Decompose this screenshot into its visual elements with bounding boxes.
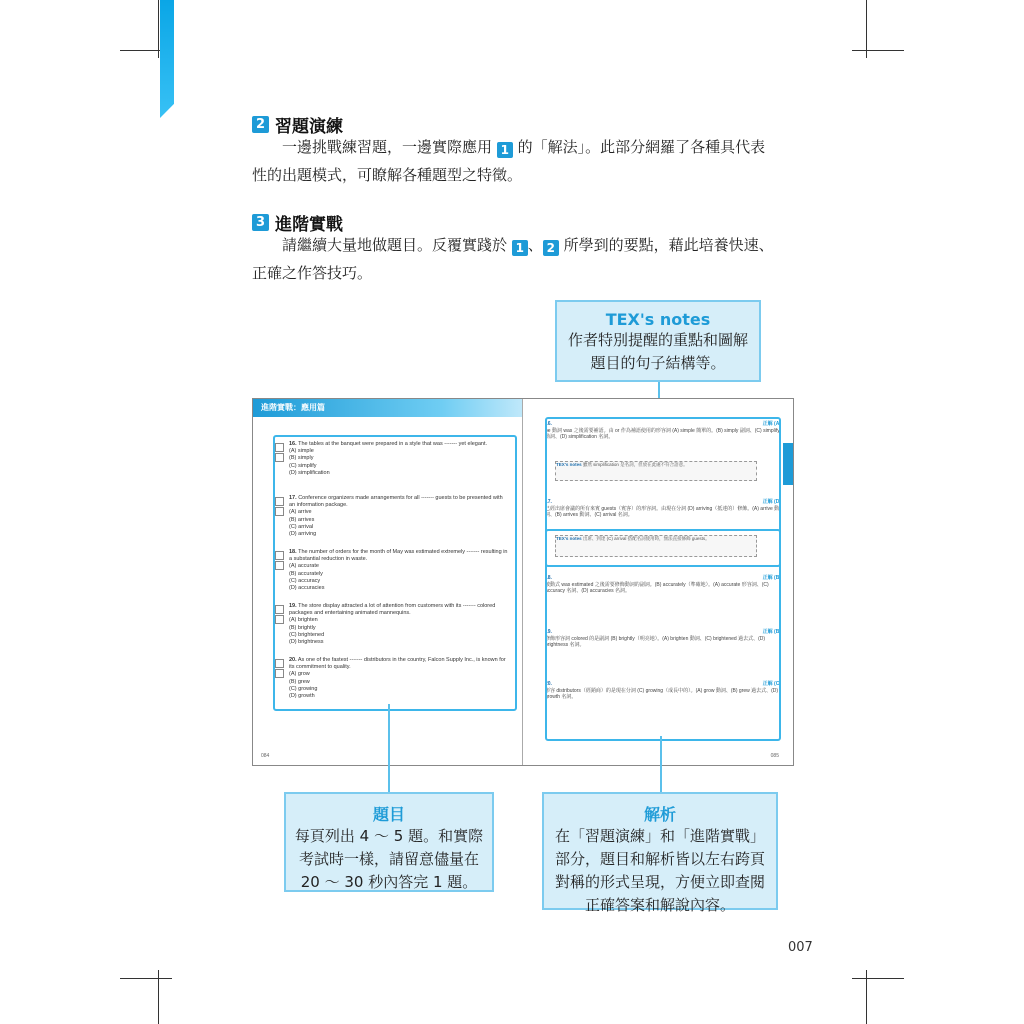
right-page-number: 085: [770, 753, 779, 759]
page-number: 007: [788, 940, 813, 955]
callout-line: 對稱的形式呈現，方便立即查閱: [554, 873, 765, 891]
question-18: 18. The number of orders for the month of May was estimated extremely ------- resulting in a substantial reduction in waste. (A) accurate (B) accurately (C) accuracy (D) accuracies: [289, 549, 508, 592]
section2-number-badge: 2: [252, 116, 269, 133]
section2-text: 性的出題模式，可瞭解各種題型之特徵。: [252, 166, 523, 184]
callout-title: 解析: [643, 805, 676, 824]
separator: 、: [527, 236, 543, 254]
callout-title: 題目: [372, 805, 405, 824]
question-16: 16. The tables at the banquet were prepared in a style that was ------- yet elegant. (A) simple (B) simply (C) simplify (D) simplification: [289, 441, 488, 476]
callout-line: 20 ～ 30 秒內答完 1 題。: [300, 873, 478, 891]
tex-notes-box: TEX's notes 出席、到達 (C) arrival 搭配名詞使用時，無法直接修飾 guests。: [555, 535, 757, 557]
section3-number-badge: 3: [252, 214, 269, 231]
section2-text: 一邊挑戰練習題，一邊實際應用: [282, 138, 493, 156]
tex-notes-callout: [555, 300, 761, 382]
crop-mark: [158, 0, 159, 58]
left-page-header: 進階實戰：應用篇: [253, 399, 522, 417]
answer-20: 20. 正解 (C) 形容 distributors（經銷商）的是現在分詞 (C) growing（成長中的）。(A) grow 動詞、(B) grew 過去式、(D) growth 名詞。: [545, 681, 781, 701]
question-20: 20. As one of the fastest ------- distributors in the country, Falcon Supply Inc., is known for its commitment to quality. (A) grow (B) grew (C) growing (D) growth: [289, 657, 506, 700]
ref-badge: 1: [497, 142, 513, 158]
edge-tab-decoration: [160, 0, 174, 118]
chapter-side-tab: [783, 443, 793, 485]
answers-callout: [542, 792, 778, 914]
callout-line: 考試時一樣，請留意儘量在: [298, 850, 479, 868]
callout-line: 每頁列出 4 ～ 5 題。和實際: [294, 827, 484, 845]
section3-text: 所學到的要點，藉此培養快速、: [563, 236, 774, 254]
ref-badge: 2: [543, 240, 559, 256]
crop-mark: [866, 0, 867, 58]
crop-mark: [852, 978, 904, 979]
section2-text: 的「解法」。此部分網羅了各種具代表: [517, 138, 766, 156]
tex-notes-box: TEX's notes 雖然 simplification 是名詞，但放在此處不符合語意。: [555, 461, 757, 481]
answer-19: 19. 正解 (B) 修飾形容詞 colored 的是副詞 (B) brightly（明亮地）。(A) brighten 動詞、(C) brightened 過去式、(D) brightness 名詞。: [545, 629, 781, 649]
answer-18: 18. 正解 (B) 被動式 was estimated 之後需要修飾動詞的副詞。(B) accurately（準確地）。(A) accurate 形容詞、(C) accuracy 名詞、(D) accuracies 名詞。: [545, 575, 781, 595]
section2-paragraph: [252, 133, 792, 189]
section3-paragraph: [252, 231, 792, 287]
answer-17: 17. 正解 (D) 已經出席會議的所有來賓 guests（賓客）的形容詞。由現在分詞 (D) arriving（抵達的）修飾。(A) arrive 動詞、(B) arrives 動詞、(C) arrival 名詞。: [545, 499, 781, 519]
section3-text: 請繼續大量地做題目。反覆實踐於: [282, 236, 508, 254]
crop-mark: [852, 50, 904, 51]
callout-line: 正確答案和解說內容。: [584, 896, 735, 914]
callout-line: 在「習題演練」和「進階實戰」: [554, 827, 765, 845]
question-17: 17. Conference organizers made arrangements for all ------- guests to be presented with an information package. (A) arrive (B) arrives (C) arrival (D) arriving: [289, 495, 503, 538]
callout-line: 部分，題目和解析皆以左右跨頁: [554, 850, 765, 868]
left-page-number: 084: [261, 753, 270, 759]
connector-line: [388, 704, 390, 792]
crop-mark: [158, 970, 159, 1024]
section3-text: 正確之作答技巧。: [252, 264, 373, 282]
connector-line: [660, 736, 662, 792]
crop-mark: [866, 970, 867, 1024]
questions-callout: [284, 792, 494, 892]
answer-16: 16. 正解 (A) be 動詞 was 之後需要補語。由 or 作為補語使用的形容詞 (A) simple 簡單的。(B) simply 副詞、(C) simplify 動詞、(D) simplification 名詞。: [545, 421, 781, 441]
ref-badge: 1: [512, 240, 528, 256]
book-spread-image: [252, 398, 794, 766]
callout-line: 作者特別提醒的重點和圖解: [567, 331, 748, 349]
answers-highlight: [545, 417, 781, 741]
callout-line: 題目的句子結構等。: [590, 354, 726, 372]
questions-highlight: [273, 435, 517, 711]
callout-title: TEX's notes: [605, 310, 711, 329]
section2-title: 習題演練: [275, 117, 343, 137]
section3-title: 進階實戰: [275, 215, 343, 235]
question-19: 19. The store display attracted a lot of attention from customers with its ------- colored packages and entertaining animated mannequins. (A) brighten (B) brightly (C) brightened (D) brightness: [289, 603, 496, 646]
crop-mark: [120, 978, 172, 979]
